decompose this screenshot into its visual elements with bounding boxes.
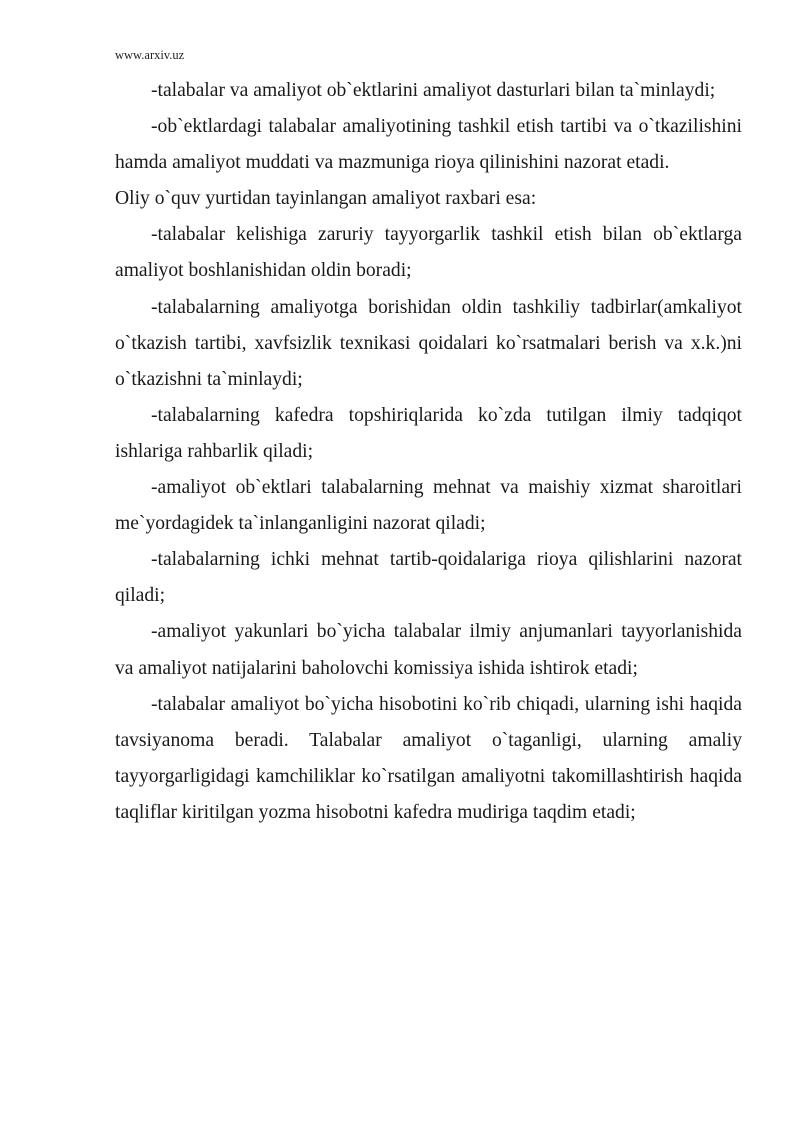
paragraph-5: -talabalarning amaliyotga borishidan oldin tashkiliy tadbirlar(amkaliyot o`tkazish tartibi, xavfsizlik texnikasi qoidalari ko`rsatmalari berish va x.k.)ni o`tkazishni ta`minlaydi;	[115, 296, 742, 390]
paragraph-7: -amaliyot ob`ektlari talabalarning mehnat va maishiy xizmat sharoitlari me`yordagidek ta`inlanganligini nazorat qiladi;	[115, 477, 742, 535]
paragraph-6: -talabalarning kafedra topshiriqlarida ko`zda tutilgan ilmiy tadqiqot ishlariga rahbarlik qiladi;	[115, 404, 742, 462]
paragraph-10: -talabalar amaliyot bo`yicha hisobotini ko`rib chiqadi, ularning ishi haqida tavsiyanoma beradi. Talabalar amaliyot o`taganligi, ularning amaliy tayyorgarligidagi kamchiliklar ko`rsatilgan amaliyotni takomillashtirish haqida taqliflar kiritilgan yozma hisobotni kafedra mudiriga taqdim etadi;	[115, 693, 742, 823]
site-header[interactable]: www.arxiv.uz	[115, 48, 185, 62]
paragraph-2: -ob`ektlardagi talabalar amaliyotining tashkil etish tartibi va o`tkazilishini hamda amaliyot muddati va mazmuniga rioya qilinishini nazorat etadi.	[115, 116, 742, 174]
paragraph-9: -amaliyot yakunlari bo`yicha talabalar ilmiy anjumanlari tayyorlanishida va amaliyot natijalarini baholovchi komissiya ishida ishtirok etadi;	[115, 621, 742, 679]
paragraph-3: Oliy o`quv yurtidan tayinlangan amaliyot raxbari esa:	[115, 188, 537, 210]
paragraph-8: -talabalarning ichki mehnat tartib-qoidalariga rioya qilishlarini nazorat qiladi;	[115, 549, 742, 607]
document-body	[115, 73, 742, 831]
paragraph-1: -talabalar va amaliyot ob`ektlarini amaliyot dasturlari bilan ta`minlaydi;	[151, 80, 716, 101]
paragraph-4: -talabalar kelishiga zaruriy tayyorgarlik tashkil etish bilan ob`ektlarga amaliyot boshlanishidan oldin boradi;	[115, 224, 742, 282]
